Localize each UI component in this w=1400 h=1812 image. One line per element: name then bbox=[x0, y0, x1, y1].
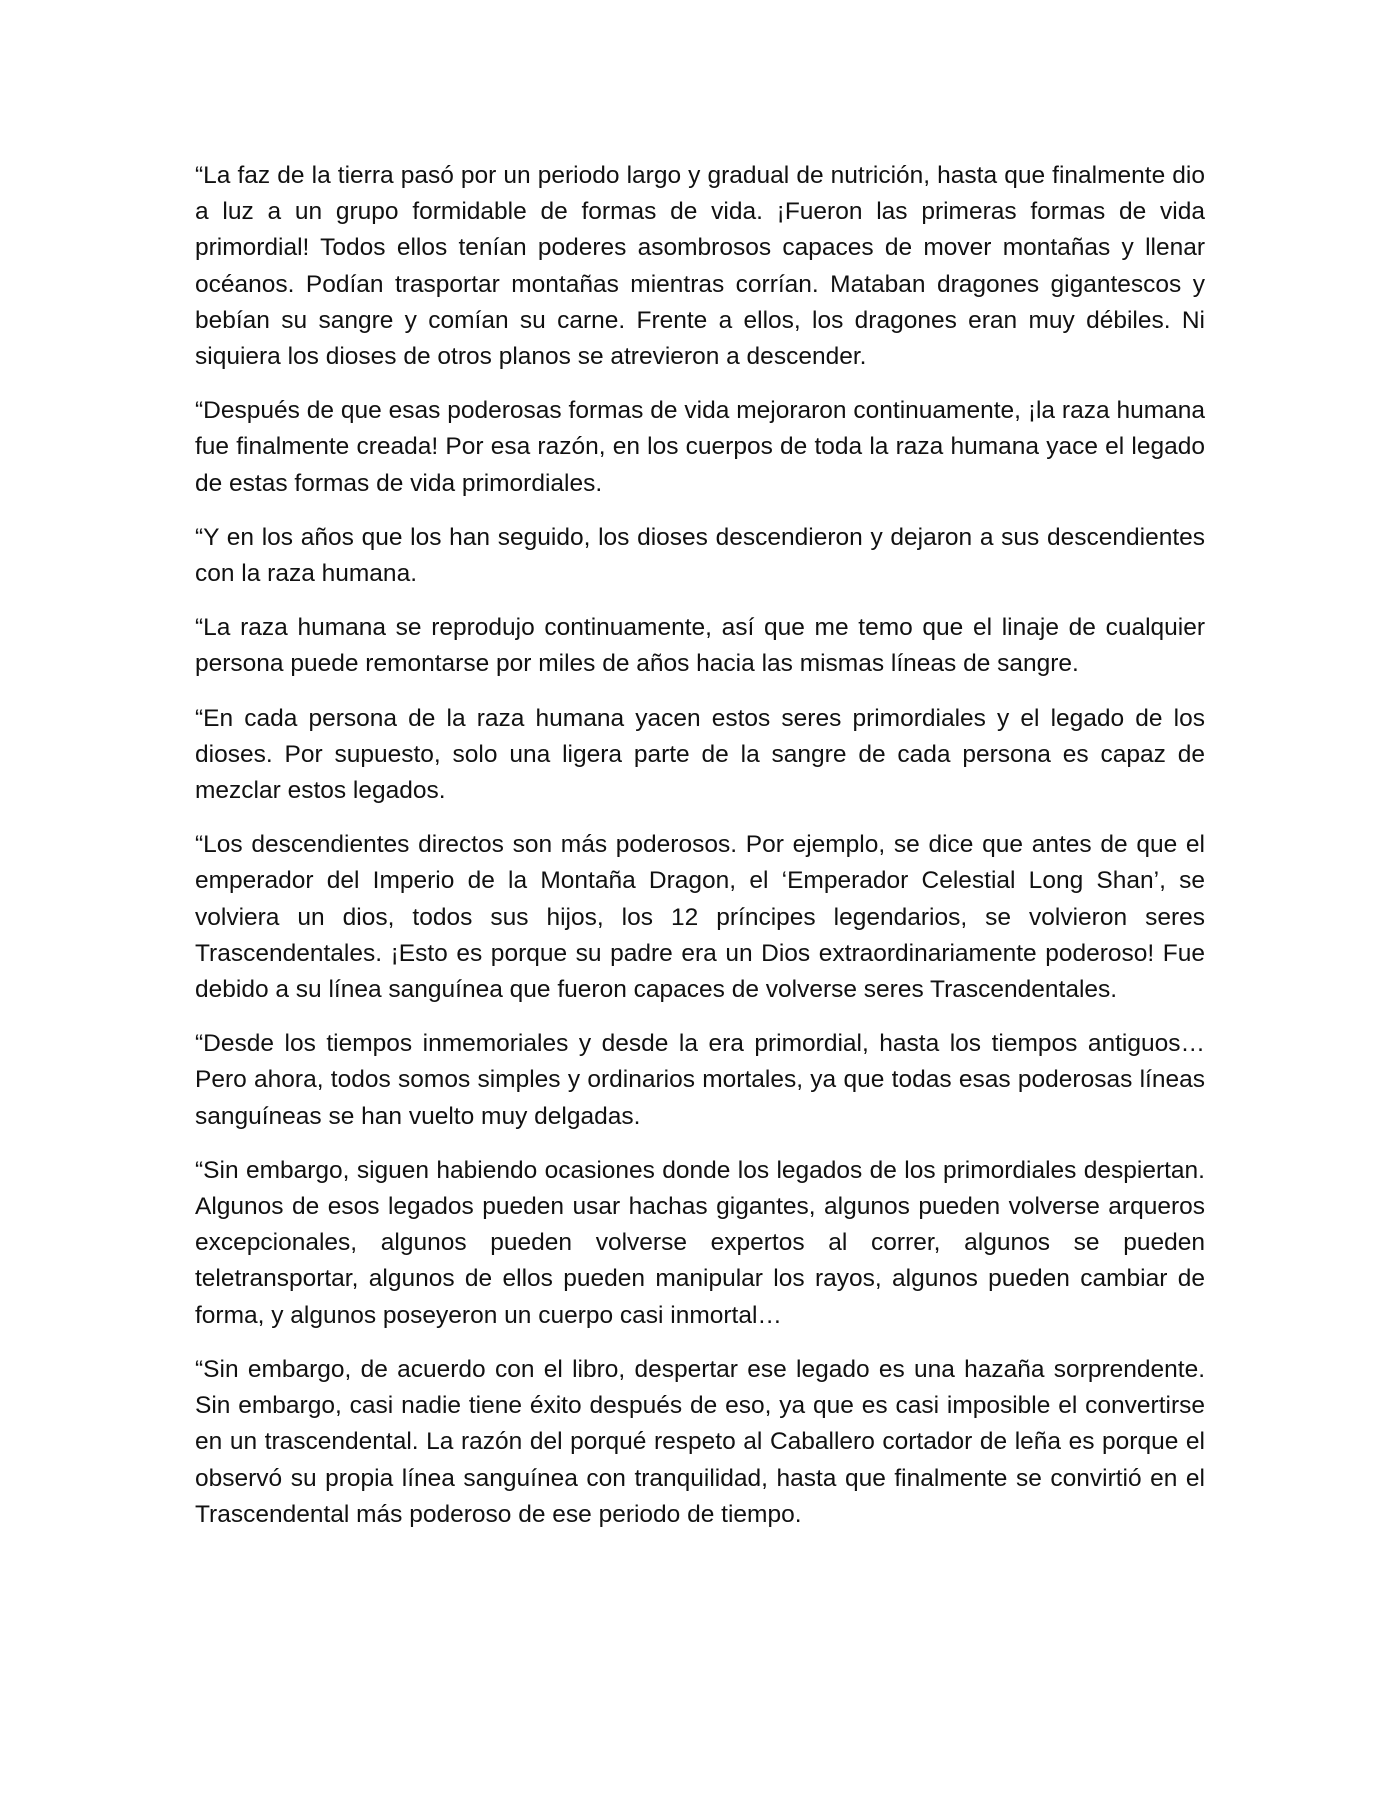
paragraph: “Los descendientes directos son más poderosos. Por ejemplo, se dice que antes de que el emperador del Imperio de la Montaña Dragon, el ‘Emperador Celestial Long Shan’, se volviera un dios, todos sus hijos, los 12 príncipes legendarios, se volvieron seres Trascendentales. ¡Esto es porque su padre era un Dios extraordinariamente poderoso! Fue debido a su línea sanguínea que fueron capaces de volverse seres Trascendentales. bbox=[195, 831, 1205, 1004]
paragraph: “La raza humana se reprodujo continuamente, así que me temo que el linaje de cualquier persona puede remontarse por miles de años hacia las mismas líneas de sangre. bbox=[195, 614, 1205, 678]
paragraph: “Después de que esas poderosas formas de vida mejoraron continuamente, ¡la raza humana fue finalmente creada! Por esa razón, en los cuerpos de toda la raza humana yace el legado de estas formas de vida primordiales. bbox=[195, 397, 1205, 497]
paragraph: “La faz de la tierra pasó por un periodo largo y gradual de nutrición, hasta que finalmente dio a luz a un grupo formidable de formas de vida. ¡Fueron las primeras formas de vida primordial! Todos ellos tenían poderes asombrosos capaces de mover montañas y llenar océanos. Podían trasportar montañas mientras corrían. Mataban dragones gigantescos y bebían su sangre y comían su carne. Frente a ellos, los dragones eran muy débiles. Ni siquiera los dioses de otros planos se atrevieron a descender. bbox=[195, 162, 1205, 371]
paragraph: “Y en los años que los han seguido, los dioses descendieron y dejaron a sus descendientes con la raza humana. bbox=[195, 523, 1205, 588]
paragraph: “Desde los tiempos inmemoriales y desde la era primordial, hasta los tiempos antiguos… Pero ahora, todos somos simples y ordinarios mortales, ya que todas esas poderosas líneas sanguíneas se han vuelto muy delgadas. bbox=[195, 1030, 1205, 1130]
document-page bbox=[195, 158, 1205, 1551]
paragraph: “En cada persona de la raza humana yacen estos seres primordiales y el legado de los dioses. Por supuesto, solo una ligera parte de la sangre de cada persona es capaz de mezclar estos legados. bbox=[195, 704, 1205, 805]
paragraph: “Sin embargo, siguen habiendo ocasiones donde los legados de los primordiales despiertan. Algunos de esos legados pueden usar hachas gigantes, algunos pueden volverse arqueros excepcionales, algunos pueden volverse expertos al correr, algunos se pueden teletransportar, algunos de ellos pueden manipular los rayos, algunos pueden cambiar de forma, y algunos poseyeron un cuerpo casi inmortal… bbox=[195, 1156, 1205, 1329]
paragraph: “Sin embargo, de acuerdo con el libro, despertar ese legado es una hazaña sorprendente. Sin embargo, casi nadie tiene éxito después de eso, ya que es casi imposible el convertirse en un trascendental. La razón del porqué respeto al Caballero cortador de leña es porque el observó su propia línea sanguínea con tranquilidad, hasta que finalmente se convirtió en el Trascendental más poderoso de ese periodo de tiempo. bbox=[195, 1355, 1205, 1528]
